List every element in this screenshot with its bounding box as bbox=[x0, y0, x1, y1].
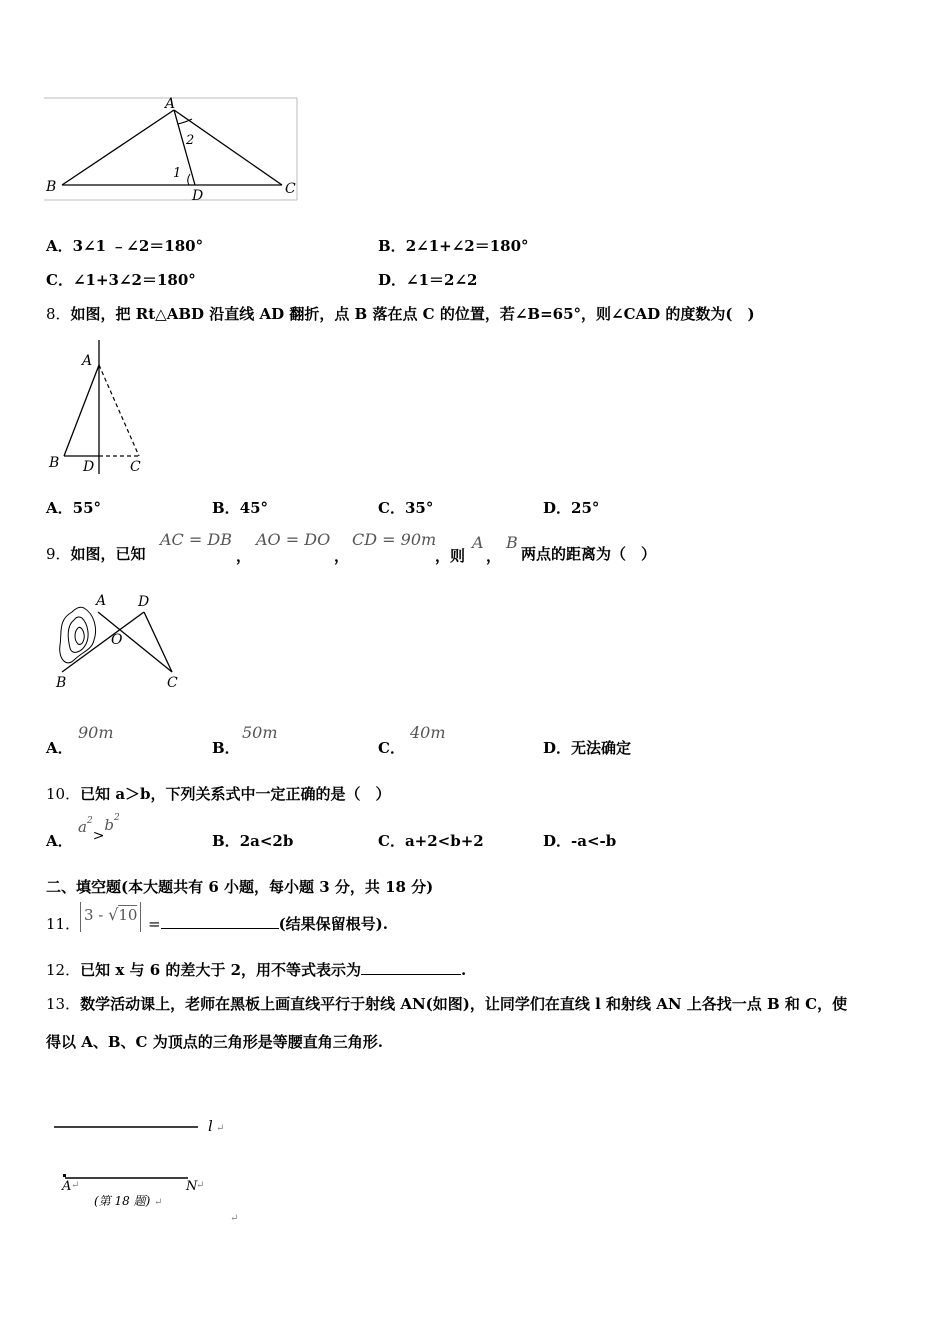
label-b: B bbox=[56, 675, 67, 691]
q9-option-b-value: 50m bbox=[242, 723, 278, 742]
label-a: A bbox=[62, 1179, 72, 1194]
q9-figure bbox=[52, 590, 187, 690]
q9-stem-suffix: 两点的距离为（ ） bbox=[521, 545, 657, 563]
label-a: A bbox=[165, 96, 176, 112]
q10-option-a-letter: A． bbox=[46, 832, 73, 850]
caption-return-mark: ↵ bbox=[154, 1197, 163, 1208]
segment-ac-dashed bbox=[99, 365, 139, 456]
q9-option-c-letter: C． bbox=[378, 739, 405, 757]
q9-option-c-value: 40m bbox=[410, 723, 446, 742]
q9-option-a-value: 90m bbox=[78, 723, 114, 742]
paragraph-return-mark: ↵ bbox=[230, 1213, 239, 1224]
label-b: B bbox=[49, 455, 60, 471]
q10-option-a-expr: $a^2>b^2$ bbox=[78, 812, 120, 844]
segment-ac bbox=[98, 612, 172, 672]
pond-outline-outer bbox=[60, 607, 96, 663]
q8-stem: 8．如图，把 Rt△ABD 沿直线 AD 翻折，点 B 落在点 C 的位置，若∠B=65°，则∠CAD 的度数为( ) bbox=[46, 305, 755, 323]
q7-option-a: A．3∠1 ﹣∠2＝180° bbox=[46, 237, 204, 255]
q11-abs-expression: 3 - √10 bbox=[80, 902, 141, 932]
label-c: C bbox=[285, 181, 296, 197]
label-c: C bbox=[167, 675, 178, 691]
q9-option-a-letter: A． bbox=[46, 739, 73, 757]
q9-cond-ac-db: AC = DB bbox=[160, 530, 232, 549]
q13-line-1: 13．数学活动课上，老师在黑板上画直线平行于射线 AN(如图)，让同学们在直线 l 和射线 AN 上各找一点 B 和 C，使 bbox=[46, 995, 848, 1013]
label-n: N bbox=[186, 1179, 198, 1194]
pond-outline-inner bbox=[75, 627, 84, 644]
segment-dc bbox=[144, 612, 172, 672]
pond-outline-middle bbox=[68, 617, 88, 652]
segment-ab bbox=[62, 110, 174, 185]
q9-then: ，则 bbox=[435, 547, 466, 565]
q7-option-b: B．2∠1+∠2＝180° bbox=[378, 237, 529, 255]
q13-line-2: 得以 A、B、C 为顶点的三角形是等腰直角三角形. bbox=[46, 1033, 383, 1051]
segment-bd bbox=[62, 612, 144, 672]
point-a-marker bbox=[63, 1174, 66, 1177]
segment-ab bbox=[64, 365, 99, 456]
q13-figure bbox=[50, 1108, 250, 1228]
q9-option-b-letter: B． bbox=[212, 739, 240, 757]
line-l-return-mark: ↵ bbox=[216, 1123, 225, 1134]
q12-stem: 12．已知 x 与 6 的差大于 2，用不等式表示为 . bbox=[46, 961, 467, 979]
q9-sep-2: ， bbox=[334, 547, 350, 565]
q10-option-d: D．-a<-b bbox=[543, 832, 617, 850]
q10-option-b: B．2a<2b bbox=[212, 832, 294, 850]
label-d: D bbox=[138, 594, 150, 610]
q7-figure bbox=[40, 92, 305, 207]
label-angle-1: 1 bbox=[173, 166, 182, 181]
label-a-return-mark: ↵ bbox=[71, 1180, 80, 1191]
figure-caption: (第 18 题) bbox=[94, 1194, 151, 1208]
label-c: C bbox=[130, 459, 141, 475]
q12-blank[interactable] bbox=[361, 974, 461, 975]
q10-option-c: C．a+2<b+2 bbox=[378, 832, 484, 850]
angle-1-arc bbox=[188, 174, 190, 185]
label-d: D bbox=[83, 459, 95, 475]
q9-cond-cd: CD = 90m bbox=[352, 530, 437, 549]
q9-stem: 9．如图，已知 bbox=[46, 545, 146, 563]
section-2-title: 二、填空题(本大题共有 6 小题，每小题 3 分，共 18 分) bbox=[46, 878, 434, 896]
label-d: D bbox=[192, 188, 204, 204]
label-n-return-mark: ↵ bbox=[196, 1180, 205, 1191]
label-b: B bbox=[46, 179, 57, 195]
q9-point-b: B bbox=[506, 533, 518, 552]
q11-answer-line: = (结果保留根号). bbox=[148, 915, 388, 933]
q8-number: 8． bbox=[46, 305, 71, 323]
label-a: A bbox=[82, 353, 93, 369]
q10-stem: 10．已知 a＞b，下列关系式中一定正确的是（ ） bbox=[46, 785, 391, 803]
q11-blank[interactable] bbox=[161, 928, 279, 929]
q9-sep-3: ， bbox=[486, 547, 502, 565]
q9-option-d: D．无法确定 bbox=[543, 739, 632, 757]
q7-option-d: D．∠1＝2∠2 bbox=[378, 271, 478, 289]
q11-number: 11． bbox=[46, 915, 81, 933]
label-angle-2: 2 bbox=[186, 133, 195, 148]
label-a: A bbox=[96, 593, 107, 609]
q9-sep-1: ， bbox=[236, 547, 252, 565]
q7-option-c: C．∠1+3∠2＝180° bbox=[46, 271, 196, 289]
q9-cond-ao-do: AO = DO bbox=[256, 530, 331, 549]
q8-option-b: B．45° bbox=[212, 499, 269, 517]
q8-option-a: A．55° bbox=[46, 499, 102, 517]
label-l: l bbox=[208, 1117, 213, 1135]
q8-option-c: C．35° bbox=[378, 499, 434, 517]
q9-point-a: A bbox=[472, 533, 484, 552]
q8-option-d: D．25° bbox=[543, 499, 600, 517]
label-o: O bbox=[111, 632, 123, 648]
q8-figure bbox=[44, 340, 154, 480]
